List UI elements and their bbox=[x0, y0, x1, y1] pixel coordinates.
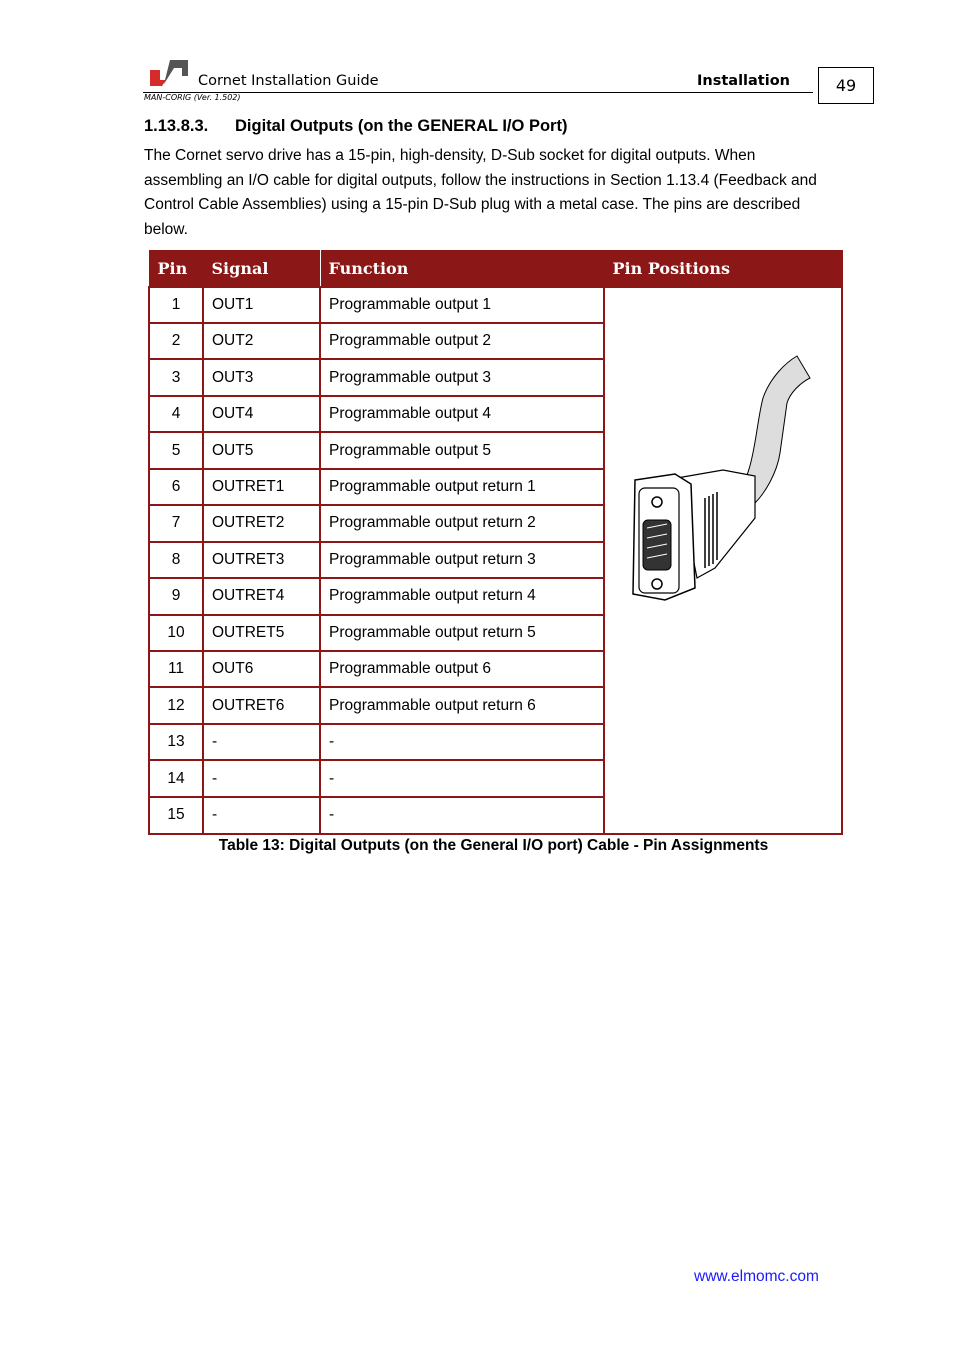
col-header-pin-positions: Pin Positions bbox=[604, 251, 842, 287]
pin-cell: 13 bbox=[149, 724, 203, 760]
pin-assignment-table bbox=[148, 250, 843, 835]
pin-cell: 8 bbox=[149, 542, 203, 578]
pin-cell: 4 bbox=[149, 396, 203, 432]
function-cell: Programmable output return 3 bbox=[320, 542, 604, 578]
signal-cell: - bbox=[203, 724, 320, 760]
heading-number: 1.13.8.3. bbox=[144, 117, 209, 135]
pin-cell: 7 bbox=[149, 505, 203, 541]
signal-cell: OUT5 bbox=[203, 432, 320, 468]
function-cell: - bbox=[320, 760, 604, 796]
signal-cell: OUT2 bbox=[203, 323, 320, 359]
website-link[interactable]: www.elmomc.com bbox=[694, 1268, 819, 1285]
signal-cell: OUT3 bbox=[203, 359, 320, 395]
section-name: Installation bbox=[697, 73, 790, 89]
function-cell: Programmable output 3 bbox=[320, 359, 604, 395]
pin-cell: 9 bbox=[149, 578, 203, 614]
signal-cell: OUTRET5 bbox=[203, 615, 320, 651]
pin-cell: 12 bbox=[149, 687, 203, 723]
col-header-pin: Pin bbox=[149, 251, 203, 287]
function-cell: Programmable output return 4 bbox=[320, 578, 604, 614]
pin-cell: 3 bbox=[149, 359, 203, 395]
signal-cell: OUT1 bbox=[203, 287, 320, 323]
signal-cell: OUTRET3 bbox=[203, 542, 320, 578]
body-paragraph: The Cornet servo drive has a 15-pin, high-density, D-Sub socket for digital outputs. When assembling an I/O cable for digital outputs, follow the instructions in Section 1.13.4 (Feedback and Control Cable Assemblies) using a 15-pin D-Sub plug with a metal case. The pins are described below. bbox=[144, 147, 817, 238]
pin-cell: 1 bbox=[149, 287, 203, 323]
function-cell: Programmable output return 6 bbox=[320, 687, 604, 723]
function-cell: Programmable output 1 bbox=[320, 287, 604, 323]
dsub-connector-image bbox=[605, 288, 841, 828]
signal-cell: OUT4 bbox=[203, 396, 320, 432]
signal-cell: OUTRET1 bbox=[203, 469, 320, 505]
function-cell: Programmable output 2 bbox=[320, 323, 604, 359]
col-header-function: Function bbox=[320, 251, 604, 287]
signal-cell: OUTRET2 bbox=[203, 505, 320, 541]
header-divider bbox=[143, 92, 813, 93]
section-heading bbox=[144, 117, 567, 136]
table-header-row bbox=[149, 251, 842, 287]
function-cell: Programmable output 6 bbox=[320, 651, 604, 687]
pin-positions-cell bbox=[604, 287, 842, 834]
function-cell: Programmable output return 1 bbox=[320, 469, 604, 505]
pin-cell: 10 bbox=[149, 615, 203, 651]
function-cell: - bbox=[320, 797, 604, 834]
function-cell: Programmable output 4 bbox=[320, 396, 604, 432]
document-version: MAN-CORIG (Ver. 1.502) bbox=[144, 93, 241, 102]
pin-cell: 11 bbox=[149, 651, 203, 687]
pin-cell: 14 bbox=[149, 760, 203, 796]
signal-cell: OUTRET4 bbox=[203, 578, 320, 614]
table-caption: Table 13: Digital Outputs (on the General I/O port) Cable - Pin Assignments bbox=[218, 837, 769, 854]
elmo-logo-icon bbox=[148, 58, 190, 88]
pin-cell: 15 bbox=[149, 797, 203, 834]
function-cell: Programmable output return 5 bbox=[320, 615, 604, 651]
signal-cell: OUT6 bbox=[203, 651, 320, 687]
pin-cell: 6 bbox=[149, 469, 203, 505]
signal-cell: - bbox=[203, 797, 320, 834]
function-cell: Programmable output return 2 bbox=[320, 505, 604, 541]
pin-cell: 5 bbox=[149, 432, 203, 468]
col-header-signal: Signal bbox=[203, 251, 320, 287]
function-cell: - bbox=[320, 724, 604, 760]
function-cell: Programmable output 5 bbox=[320, 432, 604, 468]
table-row bbox=[149, 287, 842, 323]
pin-cell: 2 bbox=[149, 323, 203, 359]
signal-cell: OUTRET6 bbox=[203, 687, 320, 723]
page-number: 49 bbox=[818, 67, 874, 104]
document-title: Cornet Installation Guide bbox=[198, 73, 379, 89]
heading-title: Digital Outputs (on the GENERAL I/O Port) bbox=[235, 117, 568, 135]
signal-cell: - bbox=[203, 760, 320, 796]
